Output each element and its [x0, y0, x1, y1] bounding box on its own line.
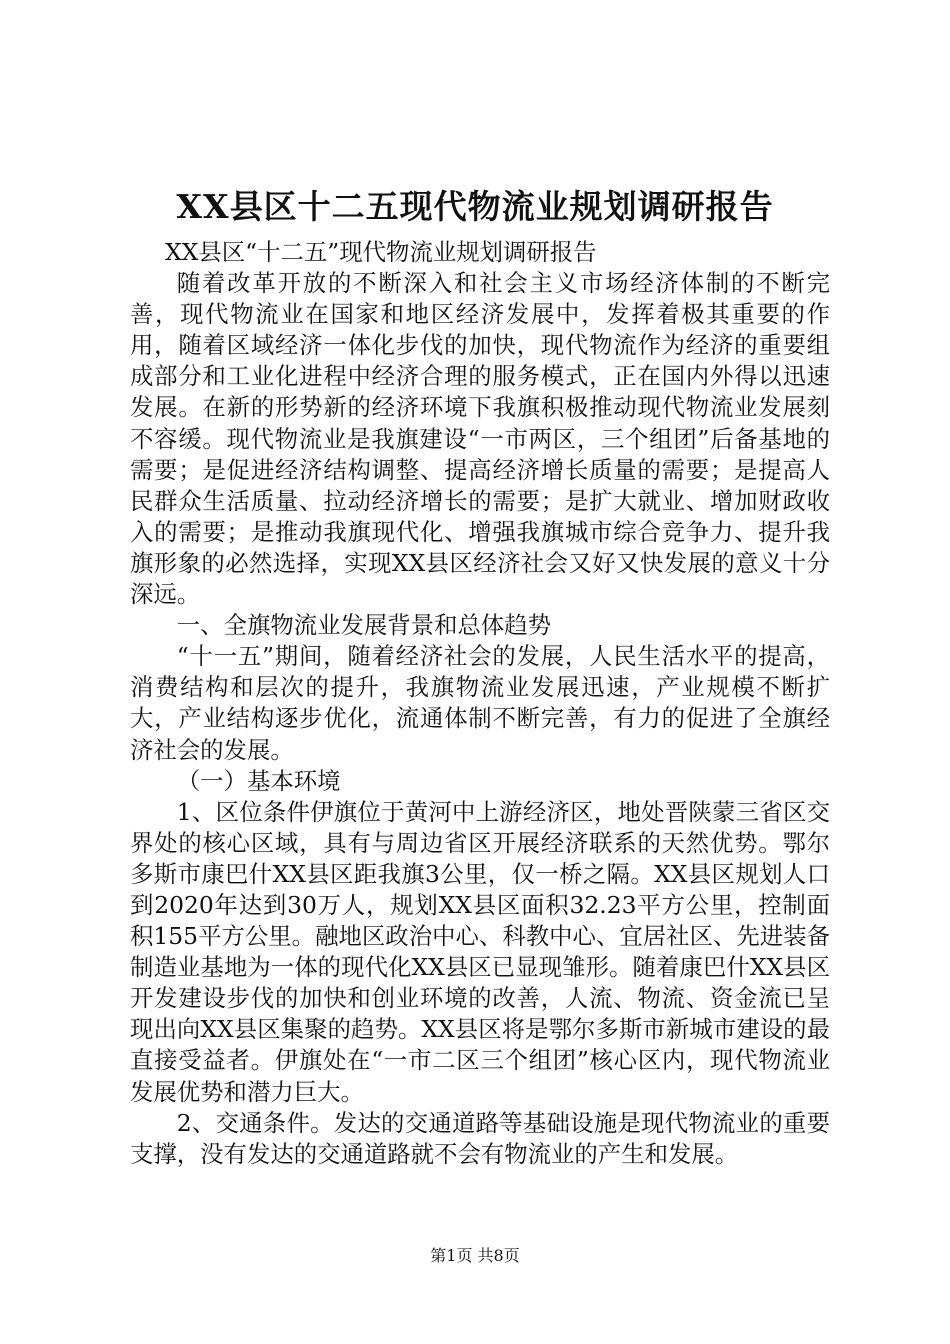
background-paragraph: “十一五”期间，随着经济社会的发展，人民生活水平的提高，消费结构和层次的提升，我旗物流业发展迅速，产业规模不断扩大，产业结构逐步优化，流通体制不断完善，有力的促进了全旗经济社会的发展。 — [130, 642, 830, 764]
location-paragraph: 1、区位条件伊旗位于黄河中上游经济区，地处晋陕蒙三省区交界处的核心区域，具有与周边省区开展经济联系的天然优势。鄂尔多斯市康巴什XX县区距我旗3公里，仅一桥之隔。XX县区规划人口到2020年达到30万人，规划XX县区面积32.23平方公里，控制面积155平方公里。融地区政治中心、科教中心、宜居社区、先进装备制造业基地为一体的现代化XX县区已显现雏形。随着康巴什XX县区开发建设步伐的加快和创业环境的改善，人流、物流、资金流已呈现出向XX县区集聚的趋势。XX县区将是鄂尔多斯市新城市建设的最直接受益者。伊旗处在“一市二区三个组团”核心区内，现代物流业发展优势和潜力巨大。 — [130, 797, 830, 1106]
subsection-heading-basic-environment: （一）基本环境 — [176, 766, 341, 795]
report-subtitle: XX县区“十二五”现代物流业规划调研报告 — [165, 238, 597, 266]
page-number-footer: 第1页 共8页 — [430, 1246, 520, 1265]
document-title: XX县区十二五现代物流业规划调研报告 — [176, 187, 774, 226]
document-body — [130, 237, 830, 1170]
transport-paragraph: 2、交通条件。发达的交通道路等基础设施是现代物流业的重要支撑，没有发达的交通道路就不会有物流业的产生和发展。 — [130, 1108, 830, 1168]
section-heading-1: 一、全旗物流业发展背景和总体趋势 — [176, 611, 552, 640]
intro-paragraph: 随着改革开放的不断深入和社会主义市场经济体制的不断完善，现代物流业在国家和地区经济发展中，发挥着极其重要的作用，随着区域经济一体化步伐的加快，现代物流作为经济的重要组成部分和工业化进程中经济合理的服务模式，正在国内外得以迅速发展。在新的形势新的经济环境下我旗积极推动现代物流业发展刻不容缓。现代物流业是我旗建设“一市两区，三个组团”后备基地的需要；是促进经济结构调整、提高经济增长质量的需要；是提高人民群众生活质量、拉动经济增长的需要；是扩大就业、增加财政收入的需要；是推动我旗现代化、增强我旗城市综合竞争力、提升我旗形象的必然选择，实现XX县区经济社会又好又快发展的意义十分深远。 — [130, 269, 830, 609]
